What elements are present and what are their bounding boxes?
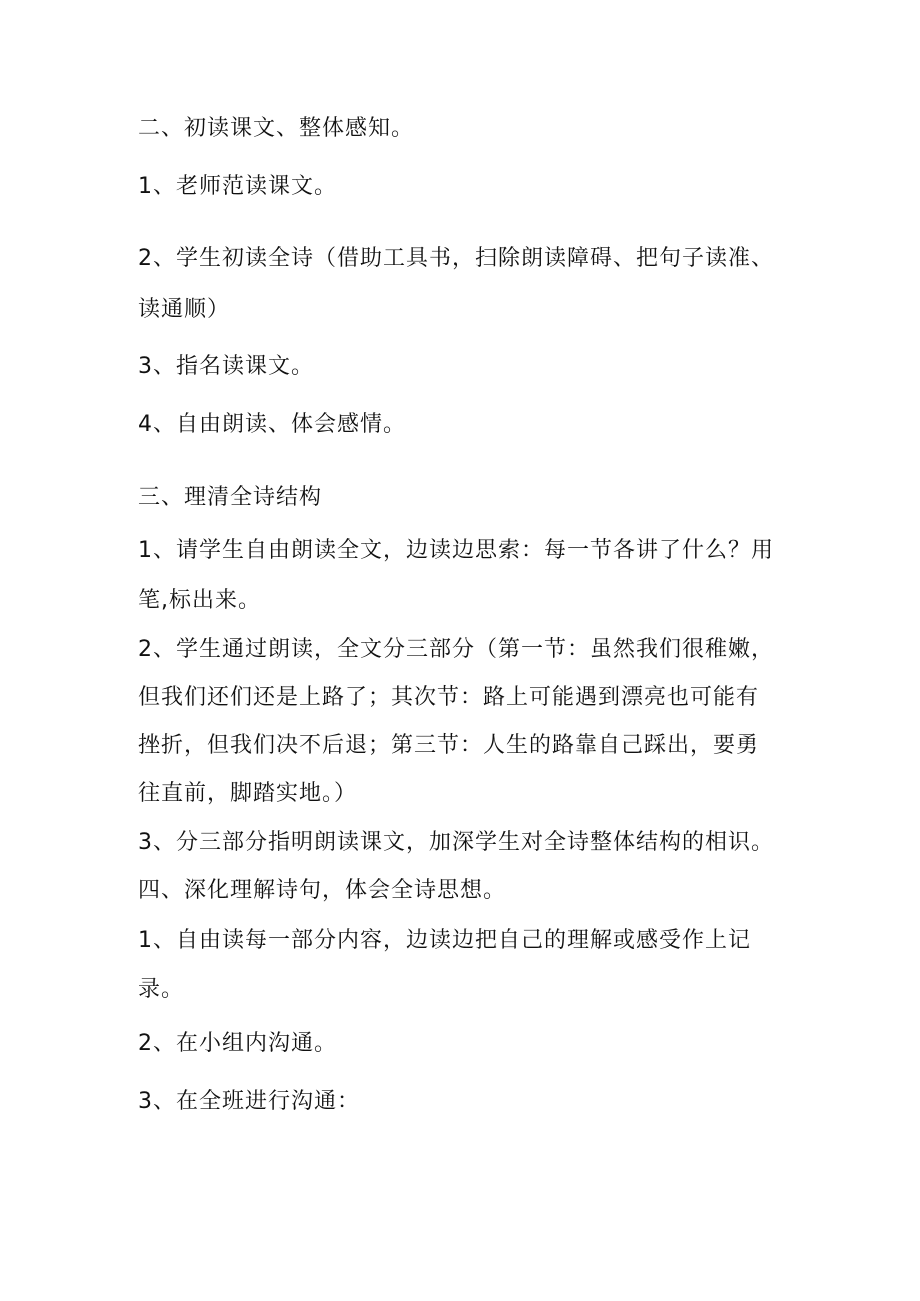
list-item: 1、自由读每一部分内容，边读边把自己的理解或感受作上记: [138, 928, 751, 953]
section-heading-2: 二、初读课文、整体感知。: [138, 116, 415, 141]
list-item-continuation: 录。: [138, 977, 185, 1002]
list-item: 1、老师范读课文。: [138, 174, 337, 199]
list-item-continuation: 读通顺）: [138, 297, 231, 322]
list-item: 2、在小组内沟通。: [138, 1031, 337, 1056]
list-item: 2、学生通过朗读，全文分三部分（第一节：虽然我们很稚嫩，: [138, 637, 774, 662]
list-item: 2、学生初读全诗（借助工具书，扫除朗读障碍、把句子读准、: [138, 246, 774, 271]
list-item-continuation: 但我们还们还是上路了；其次节：路上可能遇到漂亮也可能有: [138, 685, 760, 710]
list-item: 3、指名读课文。: [138, 354, 314, 379]
section-heading-4: 四、深化理解诗句，体会全诗思想。: [138, 878, 507, 903]
list-item: 1、请学生自由朗读全文，边读边思索：每一节各讲了什么？用: [138, 538, 774, 563]
list-item-continuation: 挫折，但我们决不后退；第三节：人生的路靠自己踩出，要勇: [138, 733, 760, 758]
list-item: 4、自由朗读、体会感情。: [138, 412, 406, 437]
list-item-continuation: 往直前，脚踏实地。）: [138, 781, 358, 806]
list-item: 3、在全班进行沟通：: [138, 1089, 360, 1114]
section-heading-3: 三、理清全诗结构: [138, 485, 323, 510]
list-item: 3、分三部分指明朗读课文，加深学生对全诗整体结构的相识。: [138, 830, 774, 855]
list-item-continuation: 笔,标出来。: [138, 588, 261, 613]
